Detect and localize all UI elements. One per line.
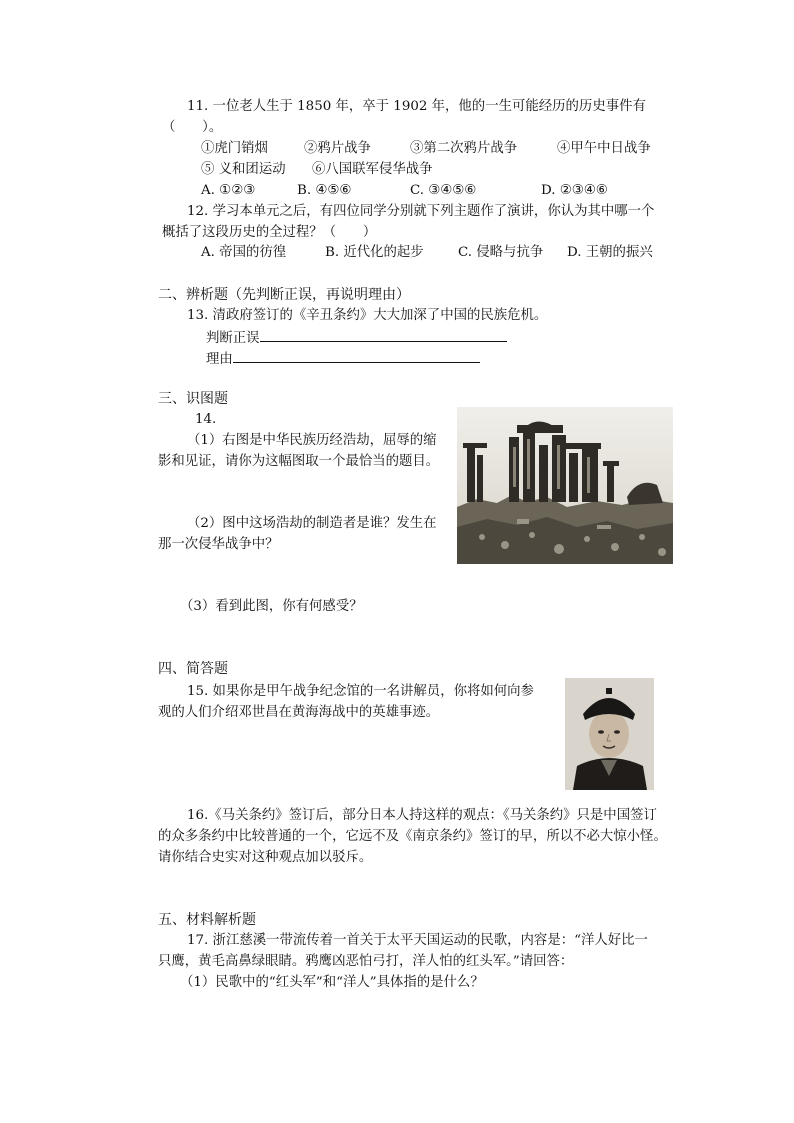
q13-reason-blank[interactable]: [233, 348, 480, 363]
section-2-heading: 二、辨析题（先判断正误，再说明理由）: [158, 287, 410, 303]
q17-sub1: （1）民歌中的“红头军”和“洋人”具体指的是什么？: [180, 975, 484, 990]
q12-stem-line1: 12. 学习本单元之后，有四位同学分别就下列主题作了演讲，你认为其中哪一个: [187, 204, 655, 219]
q12-option-c: C. 侵略与抗争: [458, 245, 544, 260]
q13-stem: 13. 清政府签订的《辛丑条约》大大加深了中国的民族危机。: [187, 308, 548, 323]
section-5-heading: 五、材料解析题: [158, 912, 256, 928]
q11-item-6: ⑥八国联军侵华战争: [312, 162, 433, 177]
q11-item-5: ⑤ 义和团运动: [201, 162, 286, 177]
q13-judge-blank[interactable]: [260, 327, 507, 342]
section-4-heading: 四、简答题: [158, 661, 228, 677]
q15-line1: 15. 如果你是甲午战争纪念馆的一名讲解员，你将如何向参: [187, 684, 534, 699]
q16-line2: 的众多条约中比较普通的一个，它远不及《南京条约》签订的早，所以不必大惊小怪。: [158, 829, 667, 844]
q11-item-4: ④甲午中日战争: [557, 141, 651, 156]
q12-option-d: D. 王朝的振兴: [567, 245, 653, 260]
q17-line2: 只鹰，黄毛高鼻绿眼睛。鸦鹰凶恶怕弓打，洋人怕的红头军。”请回答：: [158, 954, 574, 969]
ruins-illustration: [457, 407, 673, 564]
q11-stem: 11. 一位老人生于 1850 年，卒于 1902 年，他的一生可能经历的历史事件有: [187, 99, 646, 114]
q14-sub2-line2: 那一次侵华战争中？: [158, 537, 279, 552]
q11-option-c: C. ③④⑤⑥: [410, 183, 477, 198]
q13-judge-label: 判断正误: [206, 331, 260, 346]
q16-line1: 16.《马关条约》签订后，部分日本人持这样的观点：《马关条约》只是中国签订: [187, 808, 657, 823]
q11-item-2: ②鸦片战争: [304, 141, 371, 156]
q11-option-a: A. ①②③: [201, 183, 256, 198]
q11-item-1: ①虎门销烟: [201, 141, 268, 156]
q13-judge-row: [206, 327, 507, 349]
q12-stem-line2: 概括了这段历史的全过程？（ ）: [162, 225, 377, 240]
deng-shichang-portrait: [565, 678, 654, 790]
q14-sub3: （3）看到此图，你有何感受？: [180, 599, 363, 614]
q14-number: 14.: [195, 412, 217, 427]
q14-sub1-line2: 影和见证，请你为这幅图取一个最恰当的题目。: [158, 454, 440, 469]
q11-option-b: B. ④⑤⑥: [297, 183, 352, 198]
q16-line3: 请你结合史实对这种观点加以驳斥。: [158, 850, 373, 865]
q12-option-a: A. 帝国的彷徨: [201, 245, 287, 260]
q12-option-b: B. 近代化的起步: [325, 245, 424, 260]
q14-sub2-line1: （2）图中这场浩劫的制造者是谁？发生在: [187, 516, 437, 531]
q11-option-d: D. ②③④⑥: [541, 183, 608, 198]
ruins-photo: [457, 407, 673, 564]
q11-answer-paren: （ ）。: [162, 120, 223, 135]
q17-line1: 17. 浙江慈溪一带流传着一首关于太平天国运动的民歌，内容是：“洋人好比一: [187, 933, 648, 948]
q14-sub1-line1: （1）右图是中华民族历经浩劫，屈辱的缩: [187, 433, 437, 448]
q15-line2: 观的人们介绍邓世昌在黄海海战中的英雄事迹。: [158, 705, 440, 720]
q13-reason-label: 理由: [206, 352, 233, 367]
section-3-heading: 三、识图题: [158, 391, 228, 407]
q13-reason-row: [206, 348, 480, 370]
portrait-illustration: [565, 678, 654, 790]
q11-item-3: ③第二次鸦片战争: [410, 141, 518, 156]
